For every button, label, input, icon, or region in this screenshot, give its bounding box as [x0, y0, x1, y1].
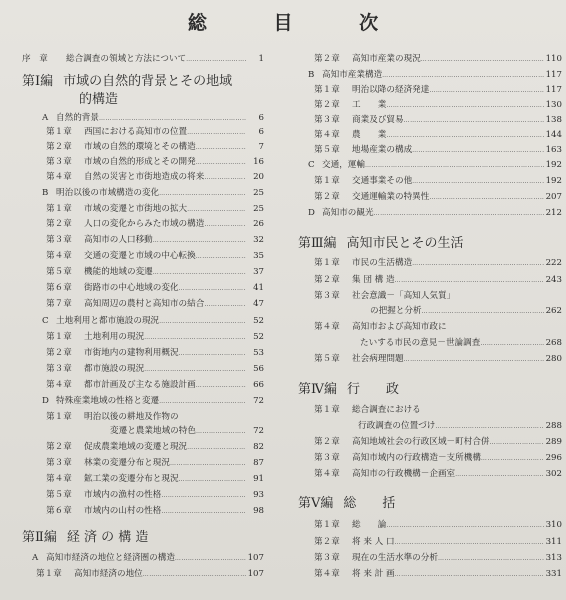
toc-entry: 第５章 地場産業の構成 ………………………………………………………………………………………………………………………………………… 163 [314, 145, 562, 156]
toc-entry: 第４章 交通の変遷と市域の中心転換 ………………………………………………………………………………………………………………………………………… 35 [46, 251, 264, 262]
toc-entry: 第２章 工 業 ………………………………………………………………………………………………………………………………………… 130 [314, 100, 562, 111]
toc-entry: 第２章 交通運輸業の特異性 ………………………………………………………………………………………………………………………………………… 207 [314, 192, 562, 203]
part-heading: 第Ⅴ編 総 括 [298, 496, 396, 511]
toc-entry-continued: 行政調査の位置づけ ………………………………………………………………………………………………………………………………………… 288 [352, 421, 562, 432]
toc-entry: 第１章 総合調査における [314, 405, 421, 415]
toc-section: A 高知市経済の地位と経済圏の構造 ………………………………………………………………………………………………………………………………………… 107 [32, 553, 264, 564]
toc-entry: 第４章 鉱工業の変遷分布と現況 ………………………………………………………………………………………………………………………………………… 91 [46, 474, 264, 485]
toc-entry: 第３章 都市施設の現況 ………………………………………………………………………………………………………………………………………… 56 [46, 364, 264, 375]
part-heading: 第Ⅰ編 市域の自然的背景とその地域 [22, 74, 233, 89]
toc-entry: 第２章 人口の変化からみた市域の構造 ………………………………………………………………………………………………………………………………………… 26 [46, 219, 264, 230]
toc-entry: 第３章 市域の自然的形成とその開発 ………………………………………………………………………………………………………………………………………… 16 [46, 157, 264, 168]
toc-entry: 第３章 高知市域内の行政構造－支所機構 ………………………………………………………………………………………………………………………………………… 296 [314, 453, 562, 464]
toc-entry: 第１章 市域の変遷と市街地の拡大 ………………………………………………………………………………………………………………………………………… 25 [46, 204, 264, 215]
toc-entry: 第１章 総 論 ………………………………………………………………………………………………………………………………………… 310 [314, 520, 562, 531]
toc-entry: 第１章 明治以降の経済発達 ………………………………………………………………………………………………………………………………………… 117 [314, 85, 562, 96]
toc-entry: 第２章 市街地内の建物利用概況 ………………………………………………………………………………………………………………………………………… 53 [46, 348, 264, 359]
toc-entry: 第４章 高知市および高知市政に [314, 322, 447, 332]
toc-entry-continued: たいする市民の意見－世論調査 ………………………………………………………………………………………………………………………………………… 268 [352, 338, 562, 349]
toc-entry: 第７章 高知周辺の農村と高知市の結合 ………………………………………………………………………………………………………………………………………… 47 [46, 299, 264, 310]
toc-entry: 第３章 高知市の人口移動 ………………………………………………………………………………………………………………………………………… 32 [46, 235, 264, 246]
toc-entry-continued: の把握と分析 ………………………………………………………………………………………………………………………………………… 262 [352, 306, 562, 317]
toc-entry: 第４章 自然の災害と市街地造成の将来 ………………………………………………………………………………………………………………………………………… 20 [46, 172, 264, 183]
toc-section: C 交通，運輸 ………………………………………………………………………………………………………………………………………… 192 [308, 160, 562, 171]
part-heading: 第Ⅳ編 行 政 [298, 382, 400, 397]
toc-entry: 第１章 土地利用の現況 ………………………………………………………………………………………………………………………………………… 52 [46, 332, 264, 343]
toc-entry: 第２章 高知地域社会の行政区域－町村合併 ………………………………………………………………………………………………………………………………………… 289 [314, 437, 562, 448]
toc-entry: 第４章 農 業 ………………………………………………………………………………………………………………………………………… 144 [314, 130, 562, 141]
toc-entry-intro: 序 章 総合調査の領域と方法について ………………………………………………………………………………………………………………………………………… 1 [22, 54, 264, 65]
part-heading: 第Ⅲ編 高知市民とその生活 [298, 236, 464, 251]
toc-entry: 第２章 高知市産業の現況 ………………………………………………………………………………………………………………………………………… 110 [314, 54, 562, 65]
toc-entry: 第２章 市域の自然的環境とその構造 ………………………………………………………………………………………………………………………………………… 7 [46, 142, 264, 153]
part-heading-line2: 的構造 [79, 92, 119, 107]
toc-entry: 第３章 林業の変遷分布と現況 ………………………………………………………………………………………………………………………………………… 87 [46, 458, 264, 469]
toc-entry: 第２章 促成農業地域の変遷と現況 ………………………………………………………………………………………………………………………………………… 82 [46, 442, 264, 453]
toc-entry: 第３章 社会意識－「高知人気質」 [314, 291, 456, 301]
toc-entry: 第５章 社会病理問題 ………………………………………………………………………………………………………………………………………… 280 [314, 354, 562, 365]
toc-section: D 高知市の観光 ………………………………………………………………………………………………………………………………………… 212 [308, 208, 562, 219]
toc-section: A 自然的背景 ………………………………………………………………………………………………………………………………………… 6 [42, 113, 264, 124]
part-heading: 第Ⅱ編 経 済 の 構 造 [22, 530, 149, 545]
toc-entry: 第６章 市域内の山村の性格 ………………………………………………………………………………………………………………………………………… 98 [46, 506, 264, 517]
toc-entry: 第５章 機能的地域の変遷 ………………………………………………………………………………………………………………………………………… 37 [46, 267, 264, 278]
toc-entry: 第２章 将 来 人 口 ………………………………………………………………………………………………………………………………………… 311 [314, 537, 562, 548]
toc-entry: 第３章 商業及び貿易 ………………………………………………………………………………………………………………………………………… 138 [314, 115, 562, 126]
toc-section: B 高知市産業構造 ………………………………………………………………………………………………………………………………………… 117 [308, 70, 562, 81]
toc-section: B 明治以後の市域構造の変化 ………………………………………………………………………………………………………………………………………… 25 [42, 188, 264, 199]
toc-entry: 第１章 明治以後の耕地及作物の [46, 412, 179, 422]
toc-entry: 第４章 高知市の行政機構－企画室 ………………………………………………………………………………………………………………………………………… 302 [314, 469, 562, 480]
toc-entry-continued: 変遷と農業地域の特色 ………………………………………………………………………………………………………………………………………… 72 [84, 426, 264, 437]
toc-entry: 第４章 都市計画及び主なる施設計画 ………………………………………………………………………………………………………………………………………… 66 [46, 380, 264, 391]
toc-entry: 第１章 交通事業その他 ………………………………………………………………………………………………………………………………………… 192 [314, 176, 562, 187]
toc-entry: 第６章 街路市の中心地域の変化 ………………………………………………………………………………………………………………………………………… 41 [46, 283, 264, 294]
toc-section: D 特殊産業地域の性格と変遷 ………………………………………………………………………………………………………………………………………… 72 [42, 396, 264, 407]
toc-entry: 第４章 将 来 計 画 ………………………………………………………………………………………………………………………………………… 331 [314, 569, 562, 580]
toc-entry: 第３章 現在の生活水準の分析 ………………………………………………………………………………………………………………………………………… 313 [314, 553, 562, 564]
toc-entry: 第１章 高知市経済の地位 ………………………………………………………………………………………………………………………………………… 107 [36, 569, 264, 580]
toc-entry: 第１章 西国における高知市の位置 ………………………………………………………………………………………………………………………………………… 6 [46, 127, 264, 138]
page-title: 総 目 次 [187, 12, 409, 34]
toc-entry: 第１章 市民の生活構造 ………………………………………………………………………………………………………………………………………… 222 [314, 258, 562, 269]
toc-entry: 第２章 集 団 構 造 ………………………………………………………………………………………………………………………………………… 243 [314, 275, 562, 286]
toc-entry: 第５章 市域内の漁村の性格 ………………………………………………………………………………………………………………………………………… 93 [46, 490, 264, 501]
toc-section: C 土地利用と都市施設の現況 ………………………………………………………………………………………………………………………………………… 52 [42, 316, 264, 327]
